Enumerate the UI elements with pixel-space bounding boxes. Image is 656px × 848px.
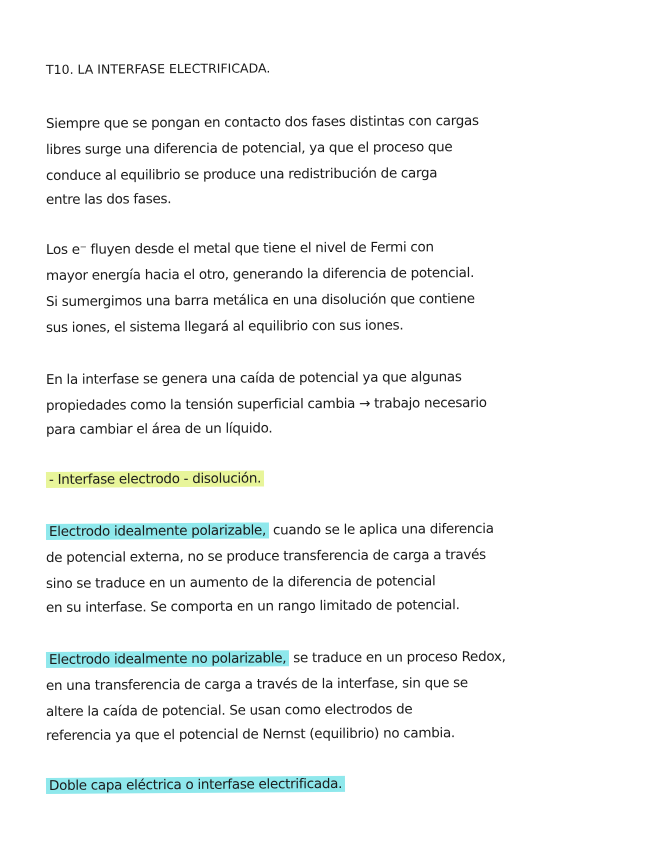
paragraph-3-line-3: para cambiar el área de un líquido. — [45, 420, 273, 438]
page-title: T10. LA INTERFASE ELECTRIFICADA. — [45, 60, 271, 77]
heading-highlight: Doble capa eléctrica o interfase electrificada. — [46, 776, 345, 794]
paragraph-5-line-4: referencia ya que el potencial de Nernst (equilibrio) no cambia. — [45, 725, 455, 744]
paragraph-2-line-1: Los e⁻ fluyen desde el metal que tiene el nivel de Fermi con — [45, 239, 434, 258]
paragraph-5-line-1 — [46, 649, 506, 668]
section-heading-double-layer — [46, 776, 345, 794]
paragraph-4-line-1 — [46, 521, 494, 540]
paragraph-3-line-2: propiedades como la tensión superficial cambia → trabajo necesario — [45, 394, 487, 414]
paragraph-2-line-2: mayor energía hacia el otro, generando la diferencia de potencial. — [45, 265, 475, 284]
paragraph-1-line-1: Siempre que se pongan en contacto dos fases distintas con cargas — [45, 112, 479, 132]
paragraph-1-line-4: entre las dos fases. — [45, 191, 172, 208]
section-heading-interface — [46, 470, 264, 488]
paragraph-4-line-4: en su interfase. Se comporta en un rango limitado de potencial. — [45, 597, 460, 616]
paragraph-5-line-3: altere la caída de potencial. Se usan como electrodos de — [45, 701, 413, 720]
paragraph-3-line-1: En la interfase se genera una caída de potencial ya que algunas — [45, 369, 462, 388]
paragraph-4-line-2: de potencial externa, no se produce transferencia de carga a través — [45, 546, 486, 566]
heading-highlight: - Interfase electrodo - disolución. — [46, 470, 264, 488]
paragraph-5-line-2: en una transferencia de carga a través de la interfase, sin que se — [45, 675, 468, 694]
paragraph-2-line-4: sus iones, el sistema llegará al equilibrio con sus iones. — [45, 317, 404, 336]
paragraph-4-text: cuando se le aplica una diferencia — [268, 520, 494, 539]
paragraph-2-line-3: Si sumergimos una barra metálica en una disolución que contiene — [45, 291, 475, 310]
paragraph-1-line-2: libres surge una diferencia de potencial, ya que el proceso que — [45, 139, 453, 158]
term-non-polarizable: Electrodo idealmente no polarizable, — [46, 650, 289, 668]
paragraph-5-text: se traduce en un proceso Redox, — [289, 648, 506, 667]
term-polarizable: Electrodo idealmente polarizable, — [46, 522, 269, 540]
paragraph-1-line-3: conduce al equilibrio se produce una redistribución de carga — [45, 165, 438, 184]
paragraph-4-line-3: sino se traduce en un aumento de la diferencia de potencial — [45, 573, 436, 592]
